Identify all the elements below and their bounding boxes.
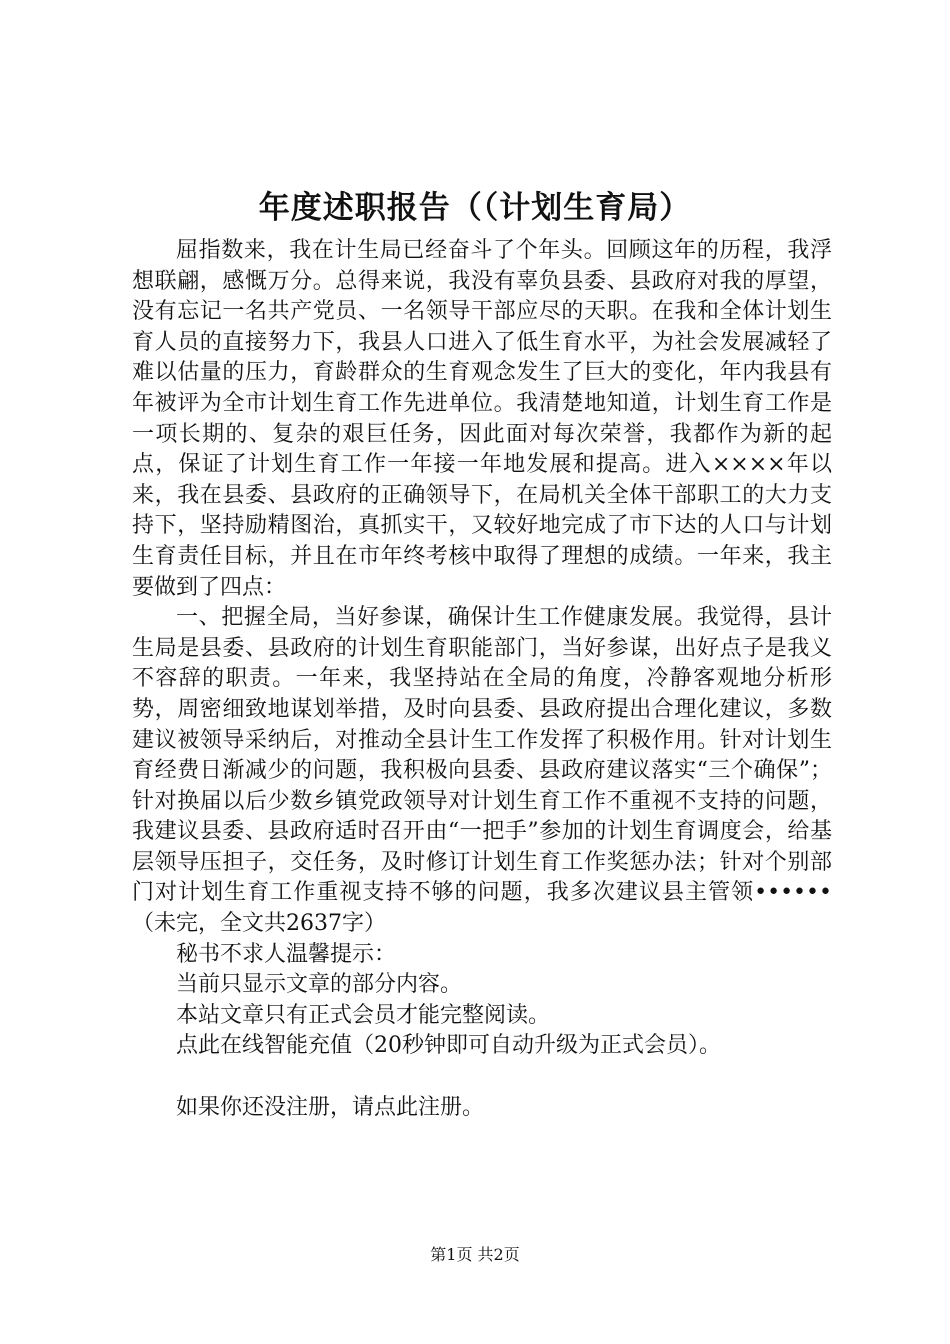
document-title: 年度述职报告（（计划生育局） <box>258 190 692 226</box>
page-indicator: 第1页 共2页 <box>430 1245 520 1264</box>
blank-line <box>132 1062 832 1093</box>
recharge-link[interactable]: 点此在线智能充值（20秒钟即可自动升级为正式会员）。 <box>176 1033 721 1059</box>
document-body <box>132 236 832 1123</box>
body-paragraph-point-one: 一、把握全局，当好参谋，确保计生工作健康发展。我觉得，县计生局是县委、县政府的计划生育职能部门，当好参谋，出好点子是我义不容辞的职责。一年来，我坚持站在全局的角度，冷静客观地分析形势，周密细致地谋划举措，及时向县委、县政府提出合理化建议，多数建议被领导采纳后，对推动全县计生工作发挥了积极作用。针对计划生育经费日渐减少的问题，我积极向县委、县政府建议落实“三个确保”；针对换届以后少数乡镇党政领导对计划生育工作不重视不支持的问题，我建议县委、县政府适时召开由“一把手”参加的计划生育调度会，给基层领导压担子，交任务，及时修订计划生育工作奖惩办法；针对个别部门对计划生育工作重视支持不够的问题，我多次建议县主管领••••••（未完，全文共2637字） <box>132 605 832 937</box>
body-paragraph-intro: 屈指数来，我在计生局已经奋斗了个年头。回顾这年的历程，我浮想联翩，感慨万分。总得来说，我没有辜负县委、县政府对我的厚望，没有忘记一名共产党员、一名领导干部应尽的天职。在我和全体计划生育人员的直接努力下，我县人口进入了低生育水平，为社会发展减轻了难以估量的压力，育龄群众的生育观念发生了巨大的变化，年内我县有年被评为全市计划生育工作先进单位。我清楚地知道，计划生育工作是一项长期的、复杂的艰巨任务，因此面对每次荣誉，我都作为新的起点，保证了计划生育工作一年接一年地发展和提高。进入××××年以来，我在县委、县政府的正确领导下，在局机关全体干部职工的大力支持下，坚持励精图治，真抓实干，又较好地完成了市下达的人口与计划生育责任目标，并且在市年终考核中取得了理想的成绩。一年来，我主要做到了四点： <box>132 238 832 600</box>
notice-heading: 秘书不求人温馨提示： <box>176 941 397 967</box>
register-link[interactable]: 如果你还没注册，请点此注册。 <box>176 1094 485 1120</box>
notice-members-only: 本站文章只有正式会员才能完整阅读。 <box>176 1002 551 1028</box>
notice-partial-content: 当前只显示文章的部分内容。 <box>176 972 463 998</box>
